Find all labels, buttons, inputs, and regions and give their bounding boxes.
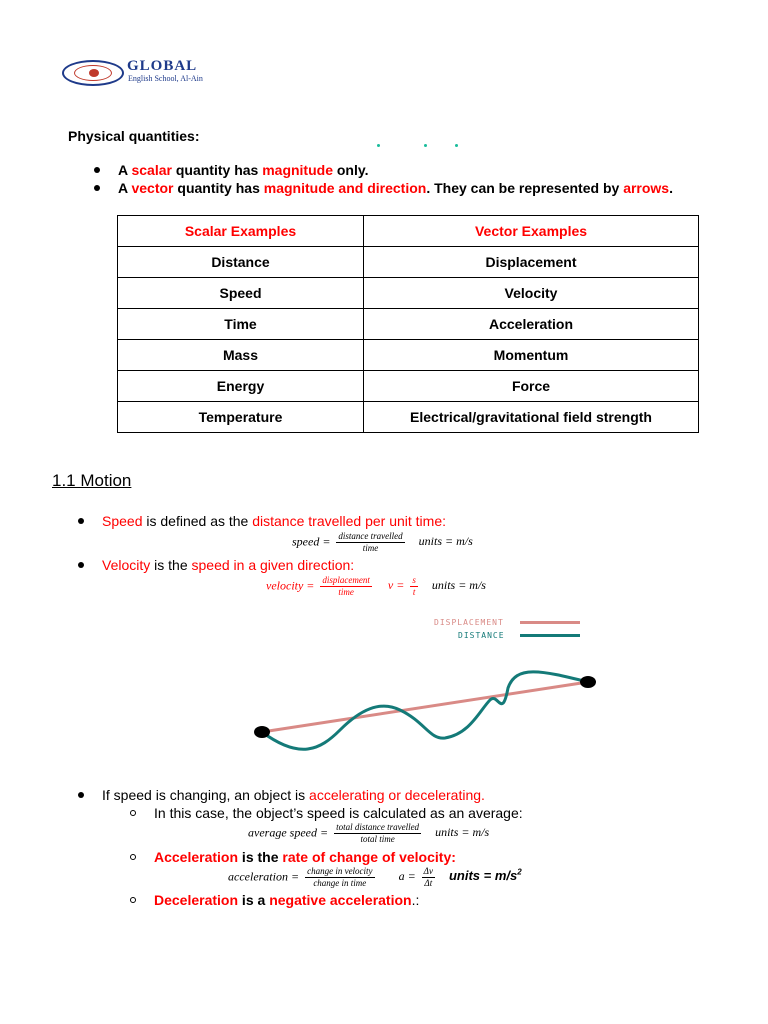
column-header-scalar: Scalar Examples [118, 216, 364, 247]
bullet-icon [94, 167, 100, 173]
sub-bullet-icon [130, 897, 136, 903]
displacement-line [262, 682, 588, 732]
seal-emblem-icon [89, 69, 99, 77]
speed-fraction: $\frac{\text{distance travelled}}{\text{time}}$ [338, 531, 403, 553]
bullet-icon [78, 562, 84, 568]
term-speed-direction: speed in a given direction: [191, 557, 355, 573]
table-row [118, 340, 699, 371]
velocity-units: units = m/s [431, 578, 486, 593]
sub-bullet-icon [130, 854, 136, 860]
end-point [580, 676, 596, 688]
scalar-bullet: A scalar quantity has magnitude only. [118, 162, 369, 178]
velocity-fraction: $\frac{\text{displacement}}{\text{time}}$ [322, 575, 370, 597]
acceleration-equation: acceleration = $\frac{\text{change in velocity}}{\text{change in time}}$ a = $\frac{\Delta v}{\Delta t}$ units = $m/s^2$ [228, 866, 522, 888]
table-cell: Distance [118, 247, 364, 278]
changing-speed-bullet: If speed is changing, an object is accelerating or decelerating. [102, 787, 485, 803]
table-cell: Acceleration [364, 309, 699, 340]
term-magnitude: magnitude [262, 162, 333, 178]
legend-distance-swatch [520, 634, 580, 637]
term-vector: vector [131, 180, 174, 196]
table-cell: Speed [118, 278, 364, 309]
term-accelerating: accelerating or decelerating. [309, 787, 485, 803]
acceleration-sub-bullet: Acceleration is the rate of change of velocity: [154, 849, 456, 865]
average-sub-bullet: In this case, the object’s speed is calculated as an average: [154, 805, 523, 821]
table-row [118, 309, 699, 340]
table-cell: Mass [118, 340, 364, 371]
vector-bullet: A vector quantity has magnitude and direction. They can be represented by arrows. [118, 180, 673, 196]
distance-path [262, 672, 588, 749]
displacement-distance-diagram [240, 660, 610, 770]
acceleration-units: units = $m/s^2$ [448, 867, 522, 884]
page-heading: Physical quantities: [68, 128, 200, 144]
term-speed: Speed [102, 513, 143, 529]
a-fraction: $\frac{\Delta v}{\Delta t}$ [423, 866, 433, 888]
velocity-equation: velocity = $\frac{\text{displacement}}{\text{time}}$ v = $\frac{s}{t}$ units = m/s [266, 575, 486, 597]
bullet-icon [78, 792, 84, 798]
legend-displacement-label: DISPLACEMENT [434, 618, 504, 627]
table-cell: Velocity [364, 278, 699, 309]
start-point [254, 726, 270, 738]
table-row [118, 247, 699, 278]
term-negative-acceleration: negative acceleration [269, 892, 412, 908]
school-seal-logo [62, 60, 124, 86]
average-speed-units: units = m/s [435, 825, 490, 840]
quantities-table [117, 215, 699, 433]
bullet-icon [78, 518, 84, 524]
table-cell: Momentum [364, 340, 699, 371]
velocity-bullet: Velocity is the speed in a given direction: [102, 557, 354, 573]
table-cell: Time [118, 309, 364, 340]
decorative-dot [377, 144, 380, 147]
school-subtitle: English School, Al-Ain [128, 74, 203, 83]
term-distance-per-time: distance travelled per unit time: [252, 513, 446, 529]
legend-distance-label: DISTANCE [458, 631, 505, 640]
term-magnitude-direction: magnitude and direction [263, 180, 427, 196]
section-title: 1.1 Motion [52, 471, 132, 490]
decorative-dot [455, 144, 458, 147]
average-speed-fraction: $\frac{\text{total distance travelled}}{\text{total time}}$ [336, 822, 420, 844]
v-fraction: $\frac{s}{t}$ [412, 575, 416, 597]
table-cell: Temperature [118, 402, 364, 433]
term-acceleration: Acceleration [154, 849, 239, 865]
table-cell: Force [364, 371, 699, 402]
bullet-icon [94, 185, 100, 191]
term-deceleration: Deceleration [154, 892, 239, 908]
average-speed-equation: average speed = $\frac{\text{total distance travelled}}{\text{total time}}$ units = m/s [248, 822, 490, 844]
table-cell: Displacement [364, 247, 699, 278]
column-header-vector: Vector Examples [364, 216, 699, 247]
table-header-row [118, 216, 699, 247]
sub-bullet-icon [130, 810, 136, 816]
term-arrows: arrows [623, 180, 670, 196]
acceleration-fraction: $\frac{\text{change in velocity}}{\text{change in time}}$ [307, 866, 373, 888]
school-name: GLOBAL [127, 58, 198, 74]
decorative-dot [424, 144, 427, 147]
deceleration-sub-bullet: Deceleration is a negative acceleration.: [154, 892, 419, 908]
table-row [118, 402, 699, 433]
term-rate-of-change: rate of change of velocity: [282, 849, 456, 865]
term-velocity: Velocity [102, 557, 151, 573]
speed-equation: speed = $\frac{\text{distance travelled}}{\text{time}}$ units = m/s [292, 531, 473, 553]
table-cell: Energy [118, 371, 364, 402]
speed-bullet: Speed is defined as the distance travelled per unit time: [102, 513, 446, 529]
table-row [118, 371, 699, 402]
legend-displacement-swatch [520, 621, 580, 624]
table-row [118, 278, 699, 309]
speed-units: units = m/s [418, 534, 473, 549]
table-cell: Electrical/gravitational field strength [364, 402, 699, 433]
term-scalar: scalar [131, 162, 172, 178]
